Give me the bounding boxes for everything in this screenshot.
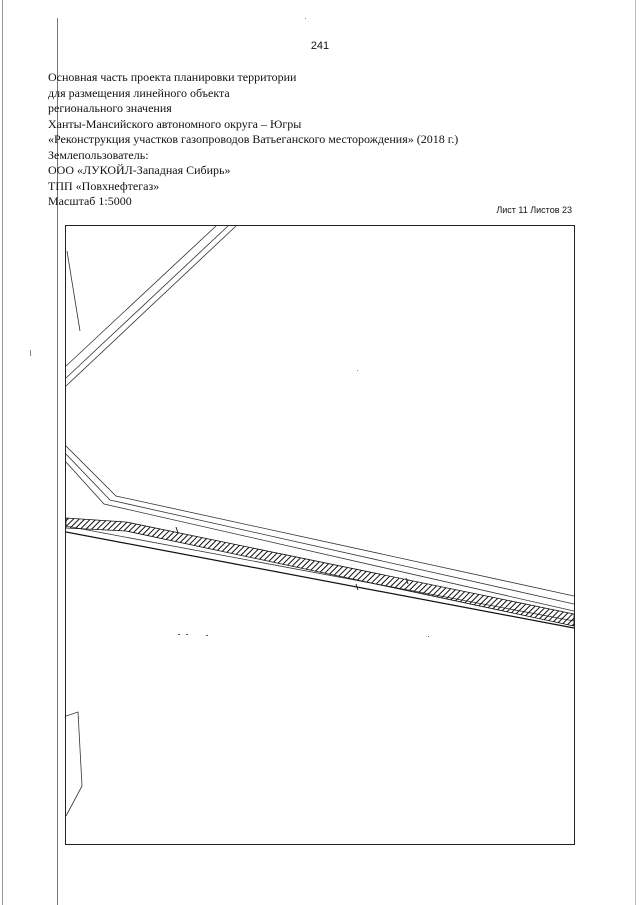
map-dot xyxy=(428,636,429,637)
header-line-5: «Реконструкция участков газопроводов Ватьеганского месторождения» (2018 г.) xyxy=(48,132,459,146)
header-line-7: ООО «ЛУКОЙЛ-Западная Сибирь» xyxy=(48,163,231,177)
header-line-9: Масштаб 1:5000 xyxy=(48,194,132,208)
scan-speck xyxy=(357,370,358,371)
scan-speck xyxy=(30,350,31,356)
map-drawing xyxy=(66,226,574,844)
document-header xyxy=(48,70,458,210)
sheet-info: Лист 11 Листов 23 xyxy=(496,205,572,215)
header-line-3: регионального значения xyxy=(48,101,172,115)
page-number: 241 xyxy=(310,40,330,52)
header-line-1: Основная часть проекта планировки территории xyxy=(48,70,297,84)
scan-right-edge xyxy=(635,0,636,905)
contour-line xyxy=(66,712,82,816)
planning-map xyxy=(65,225,575,845)
road-boundary-line xyxy=(66,226,228,378)
road-boundary-line xyxy=(67,251,80,331)
road-boundary-line xyxy=(66,226,216,366)
corridor-boundary-line xyxy=(66,462,574,611)
scan-speck xyxy=(305,18,306,19)
map-dot xyxy=(178,634,180,635)
header-line-2: для размещения линейного объекта xyxy=(48,85,230,100)
pipeline-axis-line xyxy=(66,532,574,628)
header-line-6: Землепользователь: xyxy=(48,147,149,162)
map-dot xyxy=(206,635,208,636)
header-line-8: ТПП «Повхнефтегаз» xyxy=(48,178,160,193)
map-dot xyxy=(186,634,188,635)
pipeline-hatched-zone xyxy=(66,518,574,626)
header-line-4: Ханты-Мансийского автономного округа – Югры xyxy=(48,116,302,131)
scan-left-edge xyxy=(2,0,3,905)
road-boundary-line xyxy=(66,226,236,386)
